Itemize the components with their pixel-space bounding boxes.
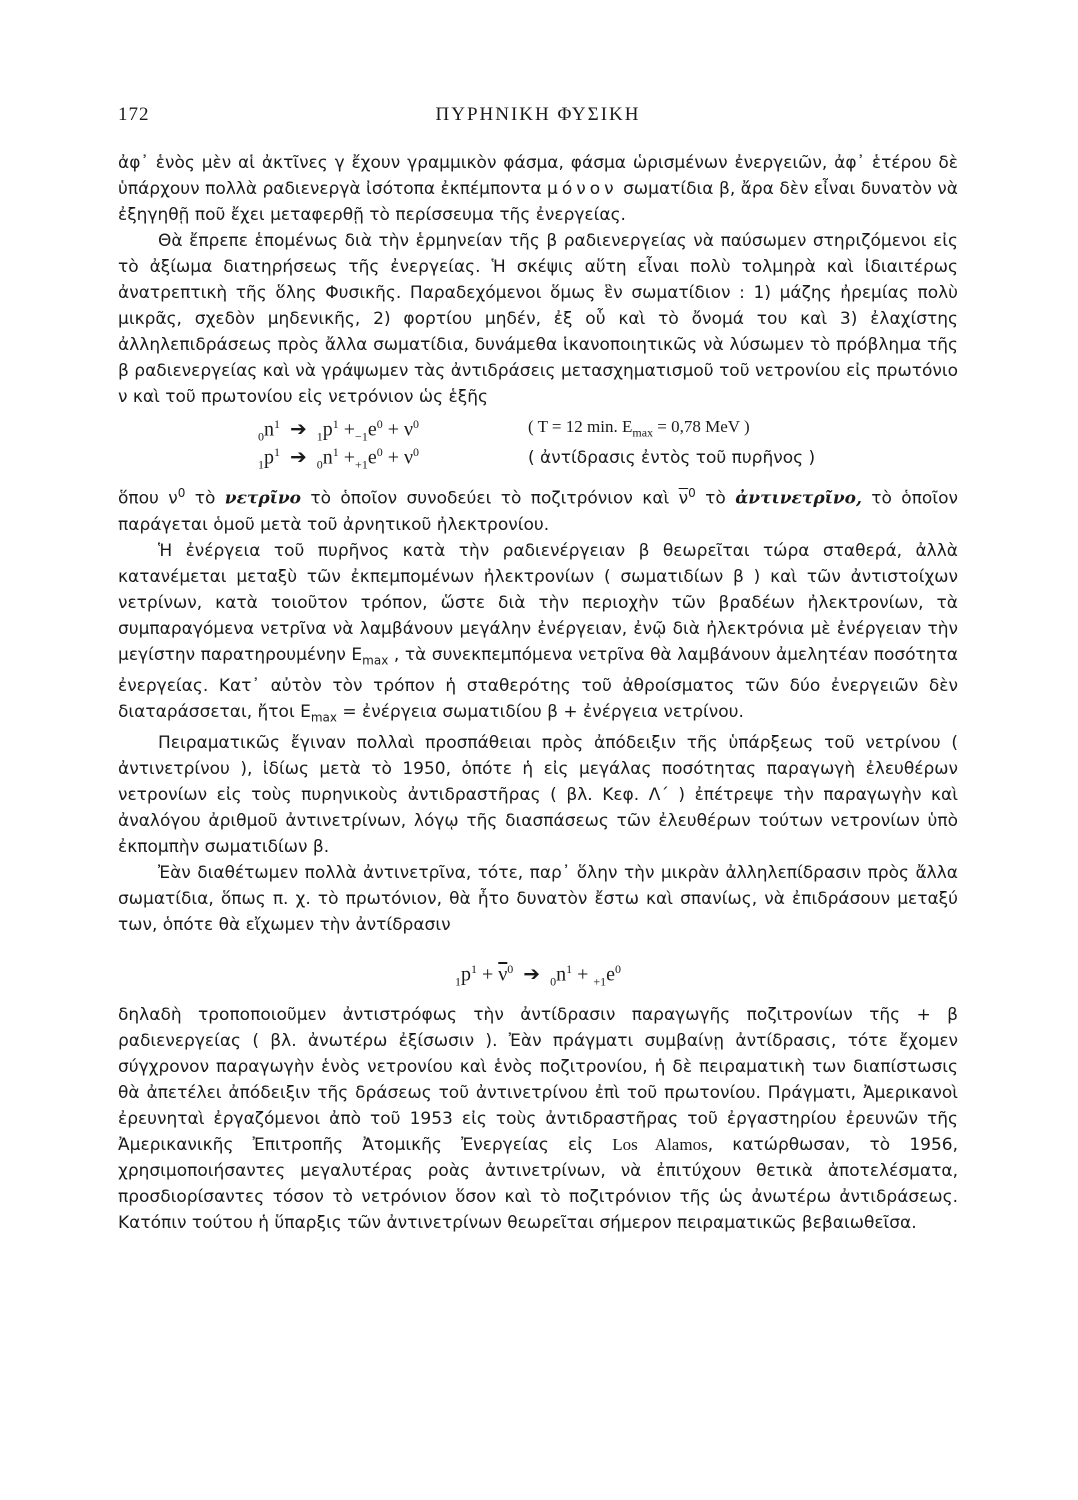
paragraph-5: Πειραματικῶς ἔγιναν πολλαὶ προσπάθειαι πρὸς ἀπόδειξιν τῆς ὑπάρξεως τοῦ νετρίνου ( ἀντινετρίνου ), ἰδίως μετὰ τὸ 1950, ὁπότε ἡ εἰς μεγάλας ποσότητας παραγωγὴ ἐλευθέρων νετρονίων εἰς τοὺς πυρηνικοὺς ἀντιδραστῆρας ( βλ. Κεφ. Λ΄ ) ἐπέτρεψε τὴν παραγωγὴν καὶ ἀναλόγου ἀριθμοῦ ἀντινετρίνων, λόγῳ τῆς διασπάσεως τῶν ἐλευθέρων τούτων νετρονίων ὑπὸ ἐκπομπὴν σωματιδίων β. [118,733,958,858]
equation-neutron-decay: $_0n^1$ ➔ $_1p^1 +_{-1}e^0 + \nu^0$ ( T = 12 min. $E_{max} = 0,78$ MeV ) [118,416,958,444]
term-neutrino: νετρῖνο [224,488,302,509]
arrow-icon: ➔ [290,446,307,469]
page-number: 172 [118,104,150,125]
arrow-icon: ➔ [290,418,307,441]
paragraph-2: Θὰ ἔπρεπε ἑπομένως διὰ τὴν ἑρμηνείαν τῆς β ραδιενεργείας νὰ παύσωμεν στηριζόμενοι εἰς τὸ ἀξίωμα διατηρήσεως τῆς ἐνεργείας. Ἡ σκέψις αὕτη εἶναι πολὺ τολμηρὰ καὶ ἰδιαιτέρως ἀνατρεπτικὴ τῆς ὅλης Φυσικῆς. Παραδεχόμενοι ὅμως ἓν σωματίδιον : 1) μάζης ἠρεμίας πολὺ μικρᾶς, σχεδὸν μηδενικῆς, 2) φορτίου μηδέν, ἐξ οὗ καὶ τὸ ὄνομά του καὶ 3) ἐλαχίστης ἀλληλεπιδράσεως πρὸς ἄλλα σωματίδια, δυνάμεθα ἱκανοποιητικῶς νὰ λύσωμεν τὸ πρόβλημα τῆς β ραδιενεργείας καὶ νὰ γράψωμεν τὰς ἀντιδράσεις μετασχηματισμοῦ τοῦ νετρονίου εἰς πρωτόνιο ν καὶ τοῦ πρωτονίου εἰς νετρόνιον ὡς ἑξῆς [118,231,958,407]
page-body [118,150,958,1236]
paragraph-1: ἀφ᾽ ἑνὸς μὲν αἱ ἀκτῖνες γ ἔχουν γραμμικὸν φάσμα, φάσμα ὡρισμένων ἐνεργειῶν, ἀφ᾽ ἑτέρου δὲ ὑπάρχουν πολλὰ ραδιενεργὰ ἰσότοπα ἐκπέμποντα μόνον σωματίδια β, ἄρα δὲν εἶναι δυνατὸν νὰ ἐξηγηθῇ ποῦ ἔχει μεταφερθῇ τὸ περίσσευμα τῆς ἐνεργείας. [118,153,959,225]
equation-block [118,416,958,472]
term-antineutrino: ἀντινετρῖνο, [735,488,862,509]
paragraph-6: Ἐὰν διαθέτωμεν πολλὰ ἀντινετρῖνα, τότε, παρ᾽ ὅλην τὴν μικρὰν ἀλληλεπίδρασιν πρὸς ἄλλα σωματίδια, ὅπως π. χ. τὸ πρωτόνιον, θὰ ἦτο δυνατὸν ἔστω καὶ σπανίως, νὰ ἐπιδράσουν μεταξύ των, ὁπότε θὰ εἴχωμεν τὴν ἀντίδρασιν [118,863,958,936]
running-title: ΠΥΡΗΝΙΚΗ ΦΥΣΙΚΗ [435,104,641,125]
paragraph-4: Ἡ ἐνέργεια τοῦ πυρῆνος κατὰ τὴν ραδιενέργειαν β θεωρεῖται τώρα σταθερά, ἀλλὰ κατανέμεται μεταξὺ τῶν ἐκπεμπομένων ἠλεκτρονίων ( σωματιδίων β ) καὶ τῶν ἀντιστοίχων νετρίνων, κατὰ τοιοῦτον τρόπον, ὥστε διὰ τὴν περιοχὴν τῶν βραδέων ἠλεκτρονίων, τὰ συμπαραγόμενα νετρῖνα νὰ λαμβάνουν μεγάλην ἐνέργειαν, ἐνῷ διὰ ἠλεκτρόνια μὲ ἐνέργειαν τὴν μεγίστην παρατηρουμένην $E_{max}$ , τὰ συνεκπεμπόμενα νετρῖνα θὰ λαμβάνουν ἀμελητέαν ποσότητα ἐνεργείας. Κατ᾽ αὐτὸν τὸν τρόπον ἡ σταθερότης τοῦ ἀθροίσματος τῶν δύο ἐνεργειῶν δὲν διαταράσσεται, ἤτοι $E_{max}$ = ἐνέργεια σωματιδίου β + ἐνέργεια νετρίνου. [118,540,958,725]
equation-antineutrino-capture: $_1p^1 + \overline{\nu}^0$ ➔ $_0n^1 + _{+1}e^0$ [454,962,622,990]
page-header [118,104,958,132]
emphasis-monon: μόνον [547,179,618,199]
paragraph-7: δηλαδὴ τροποποιοῦμεν ἀντιστρόφως τὴν ἀντίδρασιν παραγωγῆς ποζιτρονίων τῆς + β ραδιενεργείας ( βλ. ἀνωτέρω ἐξίσωσιν ). Ἐὰν πράγματι συμβαίνῃ ἀντίδρασις, τότε ἔχομεν σύγχρονον παραγωγὴν ἑνὸς νετρονίου καὶ ἑνὸς ποζιτρονίου, ἡ δὲ πειραματικὴ των διαπίστωσις θὰ ἀπετέλει ἀπόδειξιν τῆς δράσεως τοῦ ἀντινετρίνου ἐπὶ τοῦ πρωτονίου. Πράγματι, Ἀμερικανοὶ ἐρευνηταὶ ἐργαζόμενοι ἀπὸ τοῦ 1953 εἰς τοὺς ἀντιδραστῆρας τοῦ ἐργαστηρίου ἐρευνῶν τῆς Ἀμερικανικῆς Ἐπιτροπῆς Ἀτομικῆς Ἐνεργείας εἰς Los Alamos, κατώρθωσαν, τὸ 1956, χρησιμοποιήσαντες μεγαλυτέρας ροὰς ἀντινετρίνων, νὰ ἐπιτύχουν θετικὰ ἀποτελέσματα, προσδιορίσαντες τόσον τὸ νετρόνιον ὅσον καὶ τὸ ποζιτρόνιον τῆς ὡς ἀνωτέρω ἀντιδράσεως. Κατόπιν τούτου ἡ ὕπαρξις τῶν ἀντινετρίνων θεωρεῖται σήμερον πειραματικῶς βεβαιωθεῖσα. [118,1005,958,1234]
equation-note-2: ( ἀντίδρασις ἐντὸς τοῦ πυρῆνος ) [528,448,816,468]
paragraph-3: ὅπου $\nu^0$ τὸ νετρῖνο τὸ ὁποῖον συνοδεύει τὸ ποζιτρόνιον καὶ $\overline{\nu}^0$ τὸ ἀντινετρῖνο, τὸ ὁποῖον παράγεται ὁμοῦ μετὰ τοῦ ἀρνητικοῦ ἠλεκτρονίου. [118,486,958,535]
equation-proton-decay: $_1p^1$ ➔ $_0n^1 +_{+1}e^0 + \nu^0$ ( ἀντίδρασις ἐντὸς τοῦ πυρῆνος ) [258,444,816,472]
place-name: Los Alamos [612,1135,708,1155]
arrow-icon: ➔ [523,964,541,987]
equation-note-1: ( T = 12 min. $E_{max} = 0,78$ MeV ) [528,417,750,440]
